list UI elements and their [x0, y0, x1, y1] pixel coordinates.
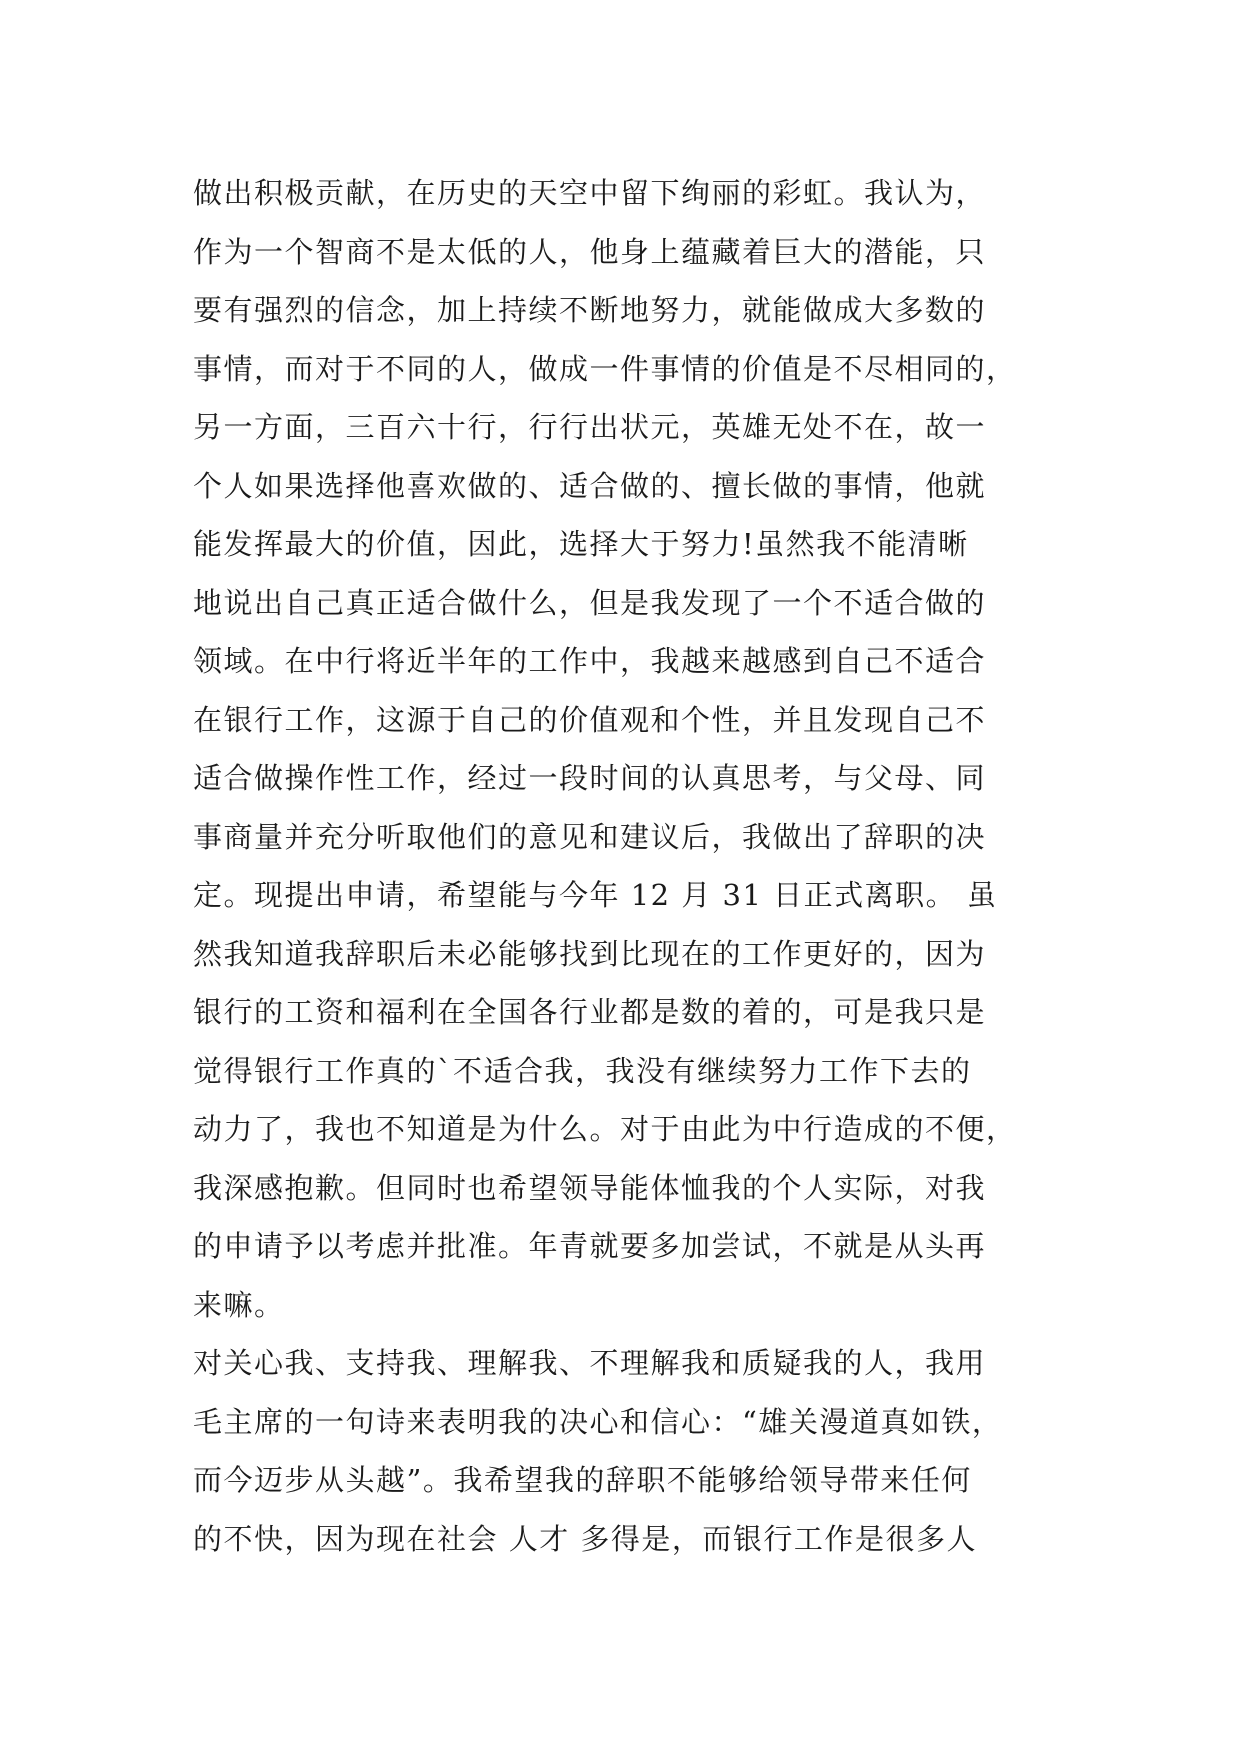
- text-line-1: 做出积极贡献，在历史的天空中留下绚丽的彩虹。我认为，: [193, 176, 987, 210]
- body-text: [193, 164, 1053, 1568]
- text-line-6: 个人如果选择他喜欢做的、适合做的、擅长做的事情，他就: [193, 468, 987, 503]
- text-line-21: 对关心我、支持我、理解我、不理解我和质疑我的人，我用: [193, 1346, 987, 1380]
- text-line-17: 动力了，我也不知道是为什么。对于由此为中行造成的不便，: [193, 1112, 1017, 1146]
- text-line-16: 觉得银行工作真的`不适合我，我没有继续努力工作下去的: [193, 1053, 972, 1088]
- text-line-5: 另一方面，三百六十行，行行出状元，英雄无处不在，故一: [193, 410, 987, 444]
- text-line-9: 领域。在中行将近半年的工作中，我越来越感到自己不适合: [193, 644, 987, 678]
- text-line-7: 能发挥最大的价值，因此，选择大于努力!虽然我不能清晰: [193, 527, 969, 561]
- text-line-15: 银行的工资和福利在全国各行业都是数的着的，可是我只是: [193, 995, 987, 1029]
- text-line-18: 我深感抱歉。但同时也希望领导能体恤我的个人实际，对我: [193, 1170, 987, 1205]
- text-line-14: 然我知道我辞职后未必能够找到比现在的工作更好的，因为: [193, 936, 987, 971]
- text-line-11: 适合做操作性工作，经过一段时间的认真思考，与父母、同: [193, 761, 987, 795]
- text-line-10: 在银行工作，这源于自己的价值观和个性，并且发现自己不: [193, 702, 987, 737]
- text-line-24: 的不快，因为现在社会 人才 多得是，而银行工作是很多人: [193, 1521, 977, 1556]
- text-line-20: 来嘛。: [193, 1287, 285, 1322]
- text-line-22: 毛主席的一句诗来表明我的决心和信心：“雄关漫道真如铁，: [193, 1404, 1003, 1439]
- text-line-12: 事商量并充分听取他们的意见和建议后，我做出了辞职的决: [193, 819, 987, 854]
- text-line-23: 而今迈步从头越”。我希望我的辞职不能够给领导带来任何: [193, 1463, 972, 1497]
- text-line-8: 地说出自己真正适合做什么，但是我发现了一个不适合做的: [193, 585, 987, 620]
- text-line-13: 定。现提出申请，希望能与今年 12 月 31 日正式离职。 虽: [193, 878, 998, 912]
- text-line-4: 事情，而对于不同的人，做成一件事情的价值是不尽相同的，: [193, 351, 1017, 386]
- text-line-2: 作为一个智商不是太低的人，他身上蕴藏着巨大的潜能，只: [193, 234, 987, 269]
- text-line-19: 的申请予以考虑并批准。年青就要多加尝试，不就是从头再: [193, 1229, 987, 1263]
- text-line-3: 要有强烈的信念，加上持续不断地努力，就能做成大多数的: [193, 293, 987, 327]
